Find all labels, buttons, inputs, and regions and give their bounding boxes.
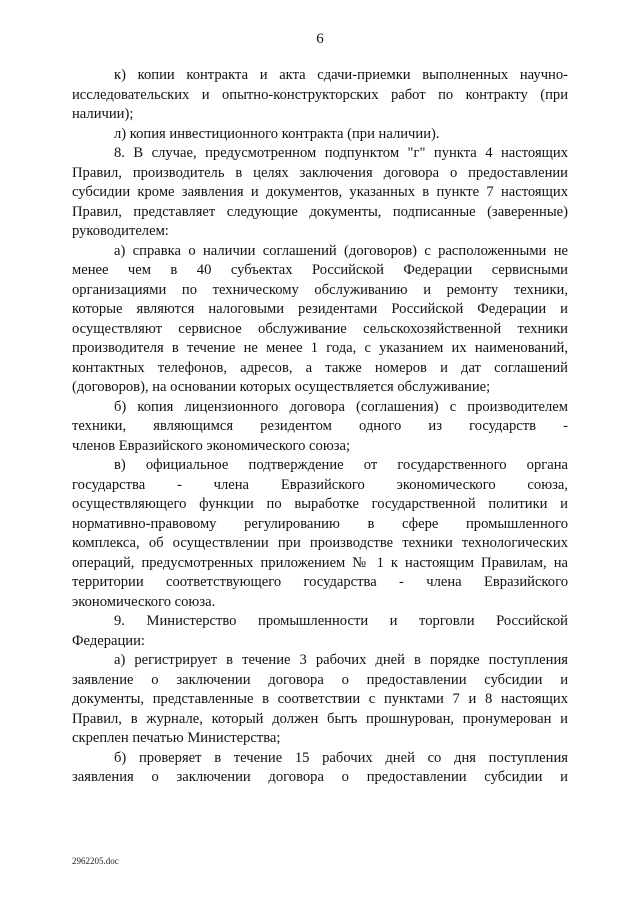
footer-filename: 2962205.doc bbox=[72, 856, 119, 866]
text-line: Федерации: bbox=[72, 632, 145, 649]
text-line: Правил, в журнале, который должен быть прошнурован, пронумерован и bbox=[72, 710, 568, 727]
text-line: Правил, представляет следующие документы, подписанные (заверенные) bbox=[72, 203, 568, 220]
text-line: б) копия лицензионного договора (соглашения) с производителем bbox=[114, 398, 568, 415]
text-line: производителя в течение не менее 1 года, с указанием их наименований, bbox=[72, 340, 568, 356]
text-line: а) справка о наличии соглашений (договоров) с расположенными не bbox=[114, 242, 568, 259]
text-line: руководителем: bbox=[72, 223, 169, 239]
text-line: 8. В случае, предусмотренном подпунктом "г" пункта 4 настоящих bbox=[114, 145, 568, 161]
text-line: 9. Министерство промышленности и торговли Российской bbox=[114, 613, 568, 629]
text-line: организациями по техническому обслуживанию и ремонту техники, bbox=[72, 281, 568, 298]
text-line: экономического союза. bbox=[72, 593, 216, 610]
text-line: наличии); bbox=[72, 106, 134, 122]
text-line: (договоров), на основании которых осуществляется обслуживание; bbox=[72, 379, 491, 395]
text-line: л) копия инвестиционного контракта (при наличии). bbox=[114, 125, 440, 142]
document-body bbox=[72, 66, 568, 788]
page-number: 6 bbox=[316, 31, 324, 47]
text-line: заявление о заключении договора о предоставлении субсидии и bbox=[72, 671, 568, 688]
text-line: а) регистрирует в течение 3 рабочих дней в порядке поступления bbox=[114, 652, 568, 668]
text-line: техники, являющимся резидентом одного из государств - bbox=[72, 418, 568, 434]
text-line: заявления о заключении договора о предоставлении субсидии и bbox=[72, 769, 568, 785]
text-line: осуществляющего функции по выработке государственной политики и bbox=[72, 496, 568, 512]
text-line: нормативно-правовому регулированию в сфере промышленного bbox=[72, 515, 568, 532]
text-line: территории соответствующего государства - члена Евразийского bbox=[72, 574, 568, 590]
text-line: субсидии кроме заявления и документов, указанных в пункте 7 настоящих bbox=[72, 184, 568, 200]
text-line: менее чем в 40 субъектах Российской Федерации сервисными bbox=[72, 262, 568, 278]
text-line: которые являются налоговыми резидентами Российской Федерации и bbox=[72, 301, 568, 317]
text-line: осуществляют сервисное обслуживание сельскохозяйственной техники bbox=[72, 320, 568, 337]
text-line: комплекса, об осуществлении при производстве техники технологических bbox=[72, 535, 568, 551]
text-line: контактных телефонов, адресов, а также номеров и дат соглашений bbox=[72, 359, 568, 376]
text-line: членов Евразийского экономического союза; bbox=[72, 437, 351, 454]
text-line: Правил, производитель в целях заключения договора о предоставлении bbox=[72, 164, 568, 181]
text-line: к) копии контракта и акта сдачи-приемки выполненных научно- bbox=[114, 67, 568, 83]
text-line: скреплен печатью Министерства; bbox=[72, 730, 281, 746]
text-line: операций, предусмотренных приложением № 1 к настоящим Правилам, на bbox=[72, 554, 568, 571]
text-line: б) проверяет в течение 15 рабочих дней со дня поступления bbox=[114, 749, 568, 766]
text-line: в) официальное подтверждение от государственного органа bbox=[114, 457, 568, 473]
text-line: государства - члена Евразийского экономического союза, bbox=[72, 476, 568, 493]
text-line: документы, представленные в соответствии с пунктами 7 и 8 настоящих bbox=[72, 691, 568, 707]
text-line: исследовательских и опытно-конструкторских работ по контракту (при bbox=[72, 86, 568, 103]
